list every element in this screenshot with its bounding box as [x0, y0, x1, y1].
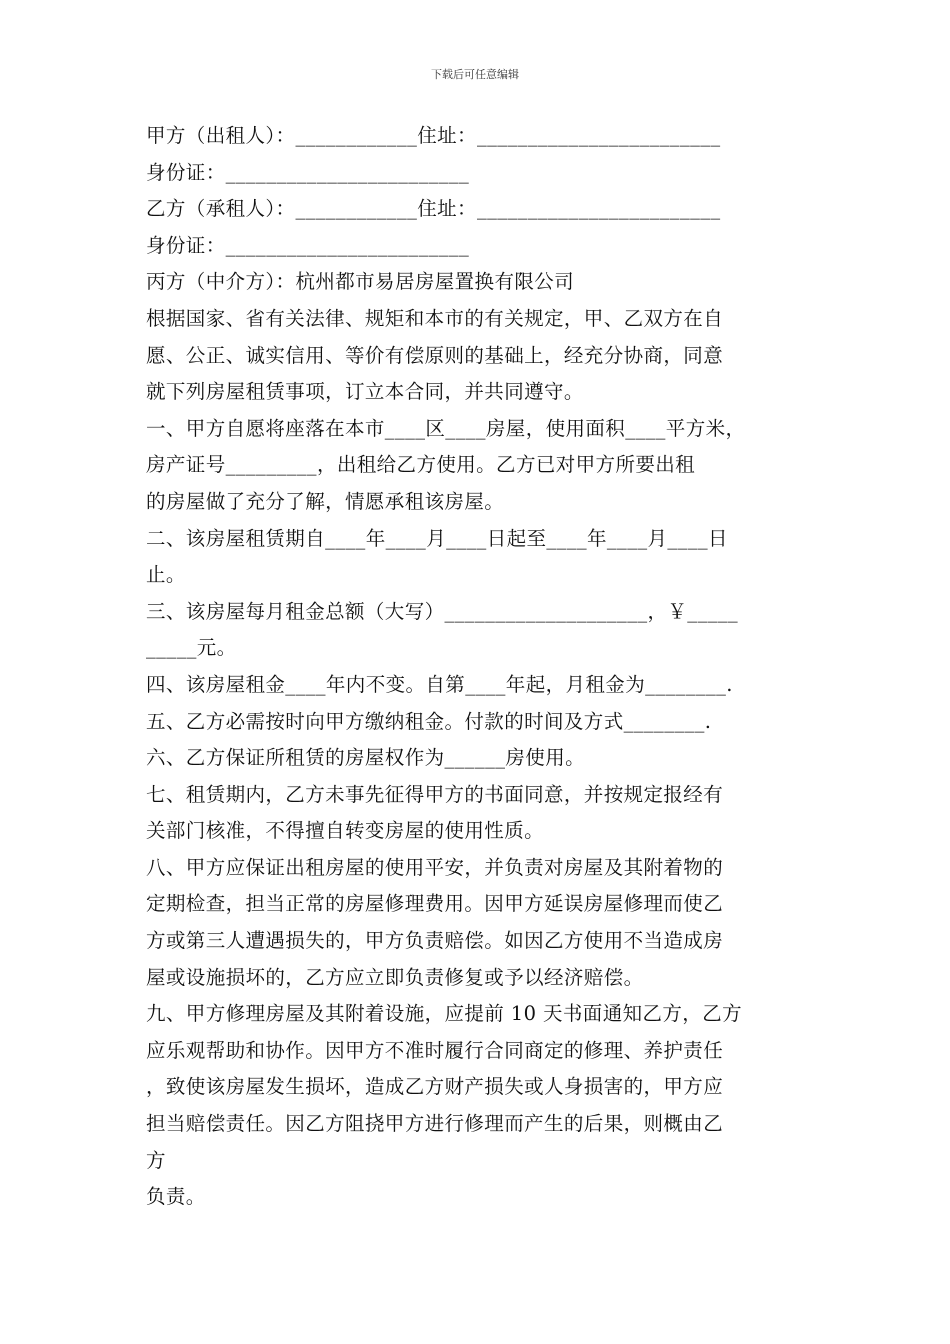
text-line: 方 — [146, 1148, 166, 1172]
text-line: 关部门核准，不得擅自转变房屋的使用性质。 — [146, 819, 545, 843]
text-line: 四、该房屋租金____年内不变。自第____年起，月租金为________. — [146, 672, 733, 696]
text-line: 八、甲方应保证出租房屋的使用平安，并负责对房屋及其附着物的 — [146, 855, 724, 879]
page-header: 下载后可任意编辑 — [431, 68, 519, 81]
text-line: 七、租赁期内，乙方未事先征得甲方的书面同意，并按规定报经有 — [146, 782, 724, 806]
text-line: 房产证号_________，出租给乙方使用。乙方已对甲方所要出租 — [146, 453, 696, 477]
text-line: 定期检查，担当正常的房屋修理费用。因甲方延误房屋修理而使乙 — [146, 892, 724, 916]
text-line: 屋或设施损坏的，乙方应立即负责修复或予以经济赔偿。 — [146, 965, 644, 989]
text-line: 的房屋做了充分了解，情愿承租该房屋。 — [146, 489, 505, 513]
text-line: 身份证：________________________ — [146, 233, 470, 257]
text-line: 九、甲方修理房屋及其附着设施，应提前 10 天书面通知乙方，乙方 — [146, 1002, 743, 1026]
text-line: 负责。 — [146, 1185, 206, 1209]
text-line: 三、该房屋每月租金总额（大写）____________________，￥_____ — [146, 599, 739, 623]
text-line: 担当赔偿责任。因乙方阻挠甲方进行修理而产生的后果，则概由乙 — [146, 1112, 724, 1136]
text-line: 丙方（中介方）：杭州都市易居房屋置换有限公司 — [146, 270, 575, 294]
text-line: 愿、公正、诚实信用、等价有偿原则的基础上，经充分协商，同意 — [146, 343, 724, 367]
text-line: ，致使该房屋发生损坏，造成乙方财产损失或人身损害的，甲方应 — [146, 1075, 724, 1099]
document-body — [146, 118, 826, 1216]
text-line: 就下列房屋租赁事项，订立本合同，并共同遵守。 — [146, 380, 584, 404]
text-line: 乙方（承租人）：____________住址：________________________ — [146, 197, 721, 221]
text-line: 一、甲方自愿将座落在本市____区____房屋，使用面积____平方米， — [146, 416, 746, 440]
text-line: 根据国家、省有关法律、规矩和本市的有关规定，甲、乙双方在自 — [146, 306, 724, 330]
text-line: 六、乙方保证所租赁的房屋权作为______房使用。 — [146, 746, 586, 770]
text-line: 甲方（出租人）：____________住址：________________________ — [146, 124, 721, 147]
text-line: 五、乙方必需按时向甲方缴纳租金。付款的时间及方式________. — [146, 709, 712, 733]
text-line: 方或第三人遭遇损失的，甲方负责赔偿。如因乙方使用不当造成房 — [146, 929, 724, 953]
text-line: 止。 — [146, 563, 186, 587]
text-line: 身份证：________________________ — [146, 160, 470, 184]
text-line: 应乐观帮助和协作。因甲方不准时履行合同商定的修理、养护责任 — [146, 1038, 724, 1062]
text-line: 二、该房屋租赁期自____年____月____日起至____年____月____日 — [146, 526, 728, 550]
text-line: _____元。 — [146, 636, 237, 660]
